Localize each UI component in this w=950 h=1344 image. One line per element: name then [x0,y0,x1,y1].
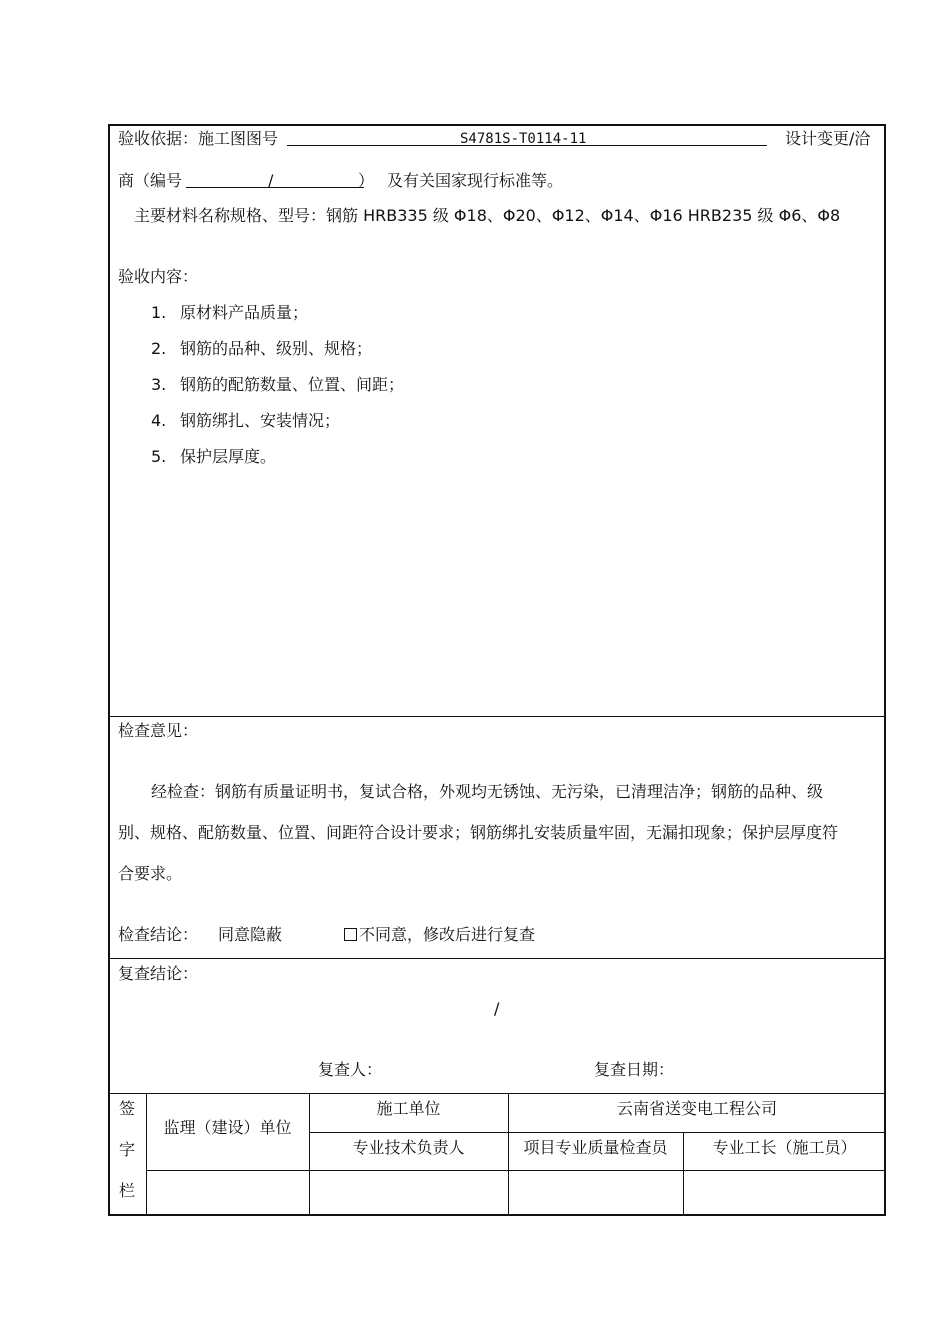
inspection-title: 检查意见： [118,721,199,740]
list-item-number: 3. [151,375,167,394]
inspection-line-3: 合要求。 [118,864,183,883]
drawing-number: S4781S-T0114-11 [460,131,587,147]
consultation-label: 商（编号 [118,171,183,190]
recheck-person: 复查人： [318,1060,383,1079]
quality-inspector-header: 项目专业质量检查员 [523,1138,668,1157]
number-underline [186,187,364,188]
close-paren: ） [358,171,375,190]
basis-label: 验收依据：施工图图号 [118,129,279,148]
list-item-number: 4. [151,411,167,430]
agree-option: 同意隐蔽 [218,925,283,944]
standards-text: 及有关国家现行标准等。 [387,171,564,190]
list-item: 保护层厚度。 [180,447,277,466]
inspection-line-2: 别、规格、配筋数量、位置、间距符合设计要求；钢筋绑扎安装质量牢固，无漏扣现象；保护层厚度符 [118,823,839,842]
list-item: 原材料产品质量； [180,303,309,322]
conclusion-label: 检查结论： [118,925,199,944]
signature-side-label: 签 [119,1099,136,1118]
recheck-value: / [494,999,500,1018]
supervision-signature-cell[interactable] [147,1171,308,1215]
divider [108,1093,886,1094]
list-item: 钢筋绑扎、安装情况； [180,411,341,430]
signature-side-label: 字 [119,1140,136,1159]
disagree-option[interactable] [344,925,535,945]
recheck-date: 复查日期： [594,1060,675,1079]
quality-inspector-signature-cell[interactable] [509,1171,682,1215]
foreman-signature-cell[interactable] [684,1171,884,1215]
checkbox-icon[interactable] [344,928,357,941]
company-name: 云南省送变电工程公司 [616,1099,777,1118]
tech-lead-header: 专业技术负责人 [352,1138,465,1157]
divider [108,958,886,959]
supervision-unit-header: 监理（建设）单位 [163,1118,292,1137]
list-item: 钢筋的配筋数量、位置、间距； [180,375,405,394]
materials-text: 主要材料名称规格、型号：钢筋 HRB335 级 Φ18、Φ20、Φ12、Φ14、Φ16 HRB235 级 Φ6、Φ8 [134,206,841,225]
foreman-header: 专业工长（施工员） [712,1138,857,1157]
acceptance-form [108,124,886,1216]
list-item-number: 1. [151,303,167,322]
signature-side-label: 栏 [119,1181,136,1200]
divider [309,1132,886,1133]
design-change-label: 设计变更/洽 [785,129,871,148]
divider [108,716,886,717]
list-item-number: 2. [151,339,167,358]
construction-unit-header: 施工单位 [376,1099,441,1118]
recheck-title: 复查结论： [118,964,199,983]
list-item-number: 5. [151,447,167,466]
content-title: 验收内容： [118,267,199,286]
list-item: 钢筋的品种、级别、规格； [180,339,373,358]
inspection-line-1: 经检查：钢筋有质量证明书，复试合格，外观均无锈蚀、无污染，已清理洁净；钢筋的品种、级 [151,782,824,801]
tech-lead-signature-cell[interactable] [310,1171,507,1215]
disagree-label: 不同意，修改后进行复查 [359,925,536,944]
number-value: / [268,171,274,190]
